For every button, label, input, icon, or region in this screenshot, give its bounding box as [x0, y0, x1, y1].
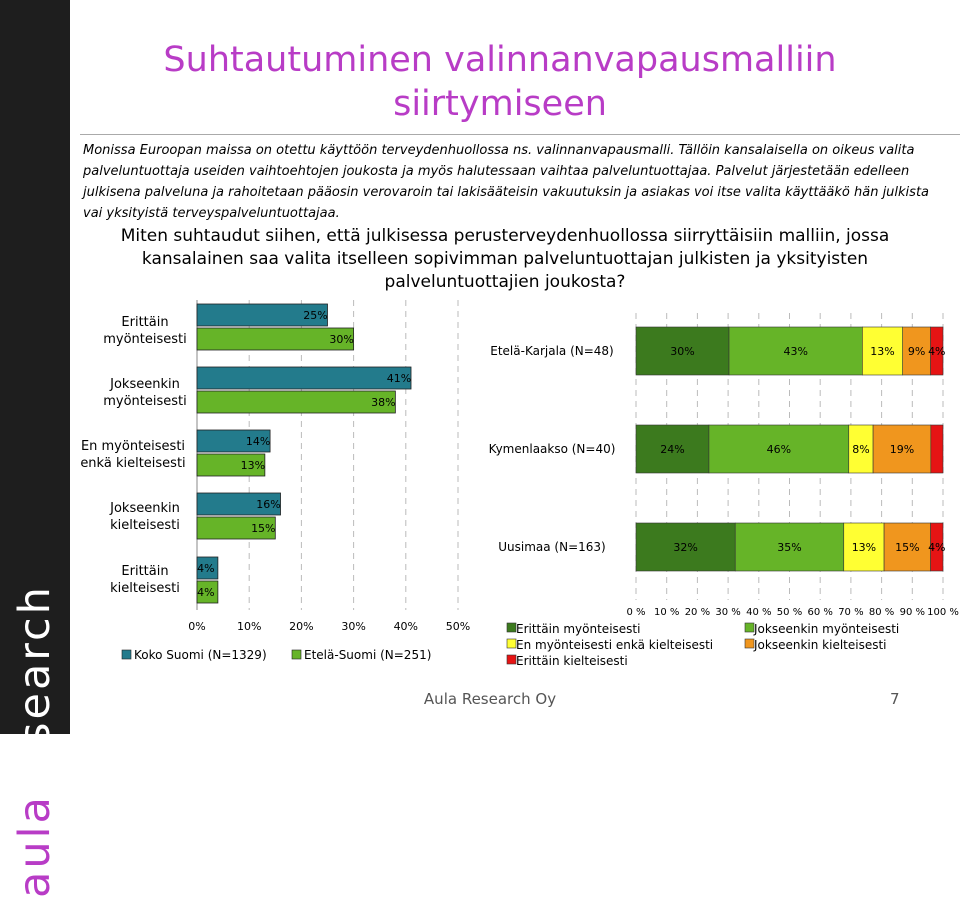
x-tick-label: 0 %	[626, 607, 646, 618]
x-tick-label: 0%	[188, 620, 206, 633]
x-tick-label: 50 %	[776, 607, 803, 618]
x-tick-label: 20 %	[684, 607, 711, 618]
category-label: Jokseenkin kielteisesti	[110, 501, 180, 533]
category-label: Uusimaa (N=163)	[498, 540, 606, 554]
category-label: Erittäin kielteisesti	[110, 564, 180, 596]
data-label: 30%	[329, 333, 354, 346]
legend-label: Koko Suomi (N=1329)	[134, 648, 267, 662]
x-tick-label: 40 %	[746, 607, 772, 618]
bar-segment	[931, 425, 943, 473]
data-label: 24%	[660, 443, 685, 456]
category-label: Jokseenkin myönteisesti	[103, 377, 187, 409]
data-label: 46%	[766, 443, 792, 456]
data-label: 13%	[851, 541, 877, 554]
legend-label: En myönteisesti enkä kielteisesti	[516, 638, 714, 652]
data-label: 13%	[240, 459, 266, 472]
x-tick-label: 20%	[289, 620, 314, 633]
legend-label: Etelä-Suomi (N=251)	[304, 648, 432, 662]
brand-logo: aularesearch	[10, 584, 60, 898]
data-label: 4%	[197, 562, 215, 575]
x-tick-label: 80 %	[868, 607, 895, 618]
legend-swatch	[507, 655, 516, 664]
legend-label: Erittäin kielteisesti	[516, 654, 628, 668]
data-label: 14%	[245, 435, 271, 448]
page-title: Suhtautuminen valinnanvapausmalliin siirtymiseen	[163, 40, 837, 124]
legend-label: Jokseenkin myönteisesti	[754, 622, 900, 636]
category-label: Kymenlaakso (N=40)	[488, 442, 616, 456]
data-label: 43%	[783, 345, 808, 358]
data-label: 19%	[889, 443, 915, 456]
data-label: 32%	[673, 541, 698, 554]
footer-company: Aula Research Oy	[423, 690, 557, 708]
page-number: 7	[890, 690, 900, 708]
data-label: 9%	[907, 345, 926, 358]
data-label: 15%	[895, 541, 920, 554]
legend-label: Jokseenkin kielteisesti	[754, 638, 887, 652]
survey-question: Miten suhtaudut siihen, että julkisessa perusterveydenhuollossa siirryttäisiin malliin, jossa kansalainen saa valita itselleen sopivimman palveluntuottajan julkisten ja yksityisten palveluntuottajien joukosta?	[120, 226, 890, 292]
data-label: 35%	[777, 541, 802, 554]
category-label: En myönteisesti enkä kielteisesti	[80, 439, 186, 471]
x-tick-label: 30%	[341, 620, 366, 633]
x-tick-label: 70 %	[838, 607, 864, 618]
x-tick-label: 60 %	[807, 607, 833, 618]
category-label: Erittäin myönteisesti	[103, 315, 187, 347]
data-label: 4%	[928, 541, 946, 554]
data-label: 30%	[670, 345, 695, 358]
x-tick-label: 10%	[236, 620, 262, 633]
x-tick-label: 30 %	[715, 607, 741, 618]
legend-swatch	[745, 623, 754, 632]
data-label: 25%	[303, 309, 328, 322]
data-label: 15%	[251, 522, 276, 535]
data-label: 13%	[870, 345, 895, 358]
legend-swatch	[507, 639, 516, 648]
intro-text: Monissa Euroopan maissa on otettu käyttöön terveydenhuollossa ns. valinnanvapausmalli. Tällöin kansalaisella on oikeus valita palveluntuottaja useiden vaihtoehtojen joukosta ja myös halutessaan vaihtaa palveluntuottajaa. Palvelut järjestetään edelleen julkisena palveluna ja rahoitetaan pääosin verovaroin tai lakisääteisin vakuutuksin ja asiakas voi itse valita käyttääkö hän julkista vai yksityistä terveyspalveluntuottajaa.	[83, 143, 930, 221]
data-label: 4%	[928, 345, 946, 358]
data-label: 4%	[197, 586, 215, 599]
x-tick-label: 40%	[393, 620, 419, 633]
x-tick-label: 50%	[445, 620, 471, 633]
data-label: 8%	[852, 443, 870, 456]
x-tick-label: 100 %	[927, 607, 959, 618]
legend-swatch	[507, 623, 516, 632]
data-label: 38%	[371, 396, 396, 409]
x-tick-label: 10 %	[653, 607, 680, 618]
data-label: 16%	[256, 498, 281, 511]
data-label: 41%	[386, 372, 412, 385]
legend-label: Erittäin myönteisesti	[516, 622, 641, 636]
x-tick-label: 90 %	[899, 607, 926, 618]
category-label: Etelä-Karjala (N=48)	[490, 344, 614, 358]
legend-swatch	[745, 639, 754, 648]
